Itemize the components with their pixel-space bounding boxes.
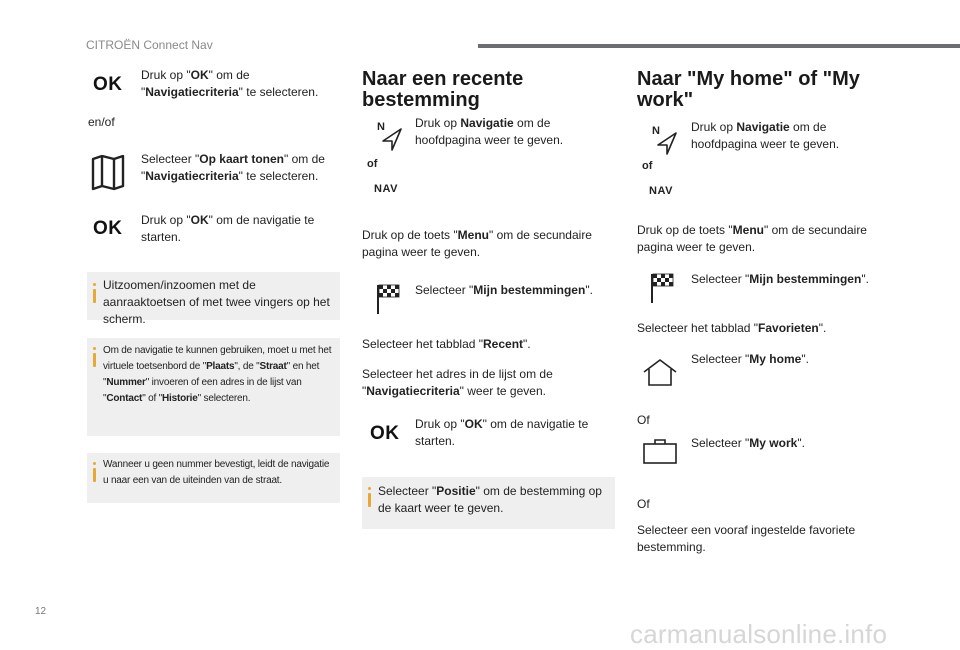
note-marker (368, 487, 371, 490)
col2-p2: Selecteer het tabblad "Recent". (362, 337, 531, 351)
note-marker-bar (93, 289, 96, 303)
col3-p1: Druk op de toets "Menu" om de secundaire pagina weer te geven. (637, 223, 867, 254)
info-note (362, 477, 615, 529)
info-note (87, 338, 340, 436)
note-text: Uitzoomen/inzoomen met de aanraaktoetsen of met twee vingers op het scherm. (103, 278, 330, 326)
col1-or: en/of (88, 115, 115, 129)
watermark: carmanualsonline.info (630, 619, 888, 649)
header-title: CITROËN Connect Nav (86, 38, 213, 52)
checkered-flag-icon (649, 272, 675, 304)
note-text: Om de navigatie te kunnen gebruiken, moet u met het virtuele toetsenbord de "Plaats", de "Straat" en het "Nummer" invoeren of een adres in de lijst van "Contact" of "Historie" selecteren. (103, 345, 332, 404)
info-note (87, 272, 340, 326)
section-title: Naar een recente bestemming (362, 68, 524, 111)
ok-icon: OK (370, 423, 400, 444)
col2-p3: Selecteer het adres in de lijst om de "Navigatiecriteria" weer te geven. (362, 367, 553, 398)
note-marker (93, 347, 96, 350)
page-number: 12 (35, 606, 47, 617)
note-marker-bar (93, 468, 96, 482)
nav-label: NAV (649, 185, 673, 197)
col1-step1: Druk op "OK" om de "Navigatiecriteria" te selecteren. (141, 68, 319, 99)
col2-step1: Druk op Navigatie om de hoofdpagina weer te geven. (415, 116, 564, 147)
col1-step2: Selecteer "Op kaart tonen" om de "Navigatiecriteria" te selecteren. (141, 152, 325, 183)
checkered-flag-icon (375, 283, 401, 315)
navigation-icon (637, 119, 687, 199)
nav-of-label: of (367, 158, 378, 170)
col2-p1: Druk op de toets "Menu" om de secundaire pagina weer te geven. (362, 228, 592, 259)
col3-step4: Selecteer "My work". (691, 436, 805, 450)
col2-step2: Selecteer "Mijn bestemmingen". (415, 283, 593, 297)
col3-p3: Selecteer een vooraf ingestelde favoriete bestemming. (637, 523, 856, 554)
nav-n-label: N (377, 121, 385, 133)
note-text: Selecteer "Positie" om de bestemming op de kaart weer te geven. (378, 484, 602, 515)
note-marker (93, 283, 96, 286)
navigation-icon (362, 115, 412, 195)
nav-of-label: of (642, 160, 653, 172)
header-bar (478, 44, 960, 48)
briefcase-icon (641, 437, 679, 465)
col3-step3: Selecteer "My home". (691, 352, 809, 366)
note-text: Wanneer u geen nummer bevestigt, leidt de navigatie u naar een van de uiteinden van de straat. (103, 459, 330, 486)
col3-or: Of (637, 413, 650, 427)
note-marker-bar (368, 493, 371, 507)
col2-step3: Druk op "OK" om de navigatie te starten. (415, 417, 589, 448)
map-icon (90, 155, 126, 191)
col3-step2: Selecteer "Mijn bestemmingen". (691, 272, 869, 286)
compass-arrow-icon (655, 131, 679, 157)
ok-icon: OK (93, 74, 123, 95)
ok-icon: OK (93, 218, 123, 239)
note-marker-bar (93, 353, 96, 367)
col3-or: Of (637, 497, 650, 511)
col3-step1: Druk op Navigatie om de hoofdpagina weer te geven. (691, 120, 840, 151)
nav-label: NAV (374, 183, 398, 195)
note-marker (93, 462, 96, 465)
home-icon (641, 358, 679, 388)
nav-n-label: N (652, 125, 660, 137)
col1-step3: Druk op "OK" om de navigatie te starten. (141, 213, 315, 244)
section-title: Naar "My home" of "My work" (637, 68, 860, 111)
compass-arrow-icon (380, 127, 404, 153)
info-note (87, 453, 340, 503)
col3-p2: Selecteer het tabblad "Favorieten". (637, 321, 827, 335)
